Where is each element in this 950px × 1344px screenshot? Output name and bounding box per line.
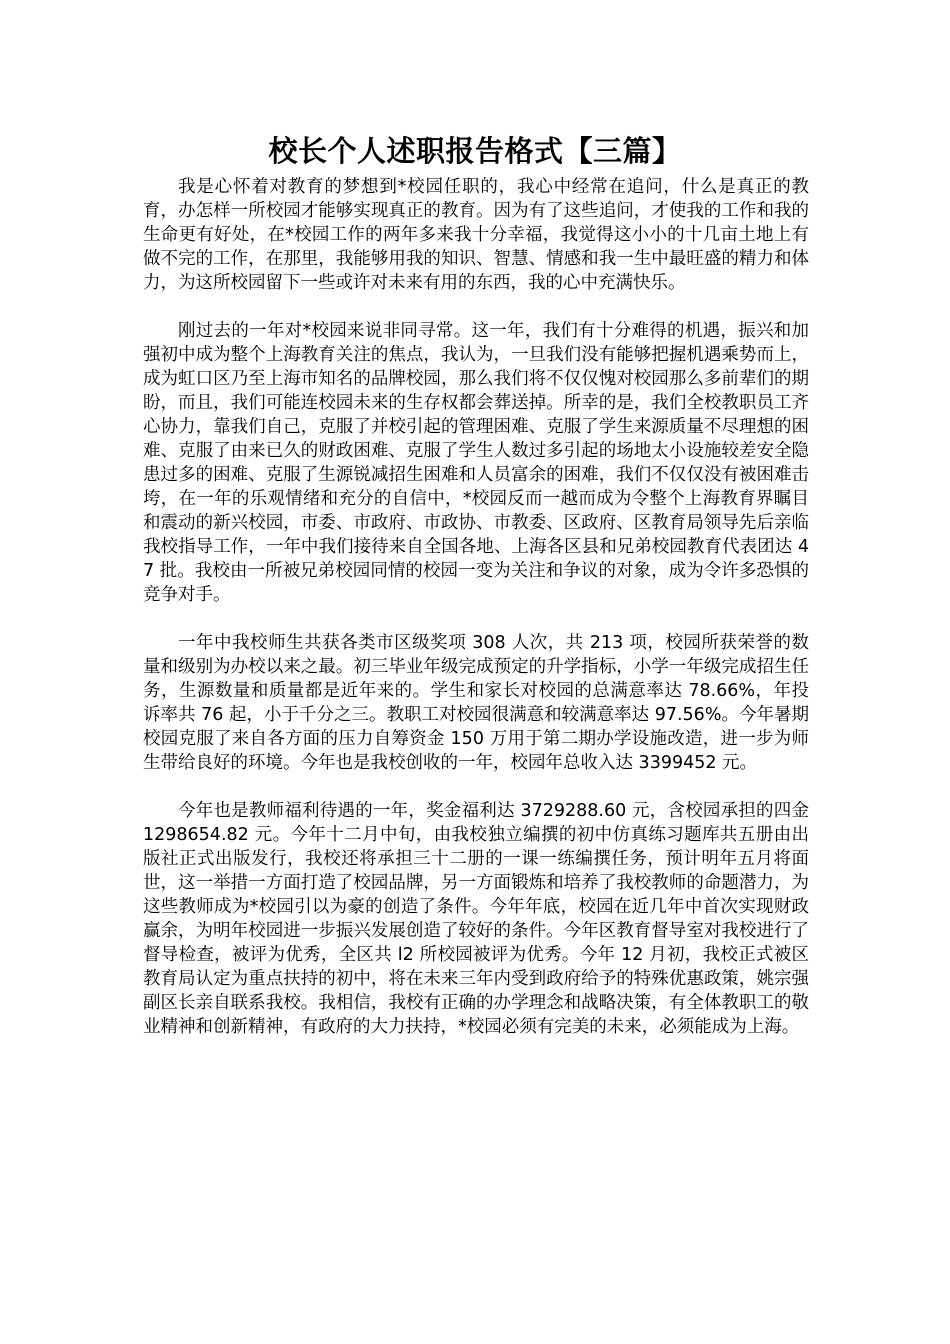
paragraph: 我是心怀着对教育的梦想到*校园任职的，我心中经常在追问，什么是真正的教育，办怎样一所校园才能够实现真正的教育。因为有了这些追问，才使我的工作和我的生命更有好处，在*校园工作的两年多来我十分幸福，我觉得这小小的十几亩土地上有做不完的工作，在那里，我能够用我的知识、智慧、情感和我一生中最旺盛的精力和体力，为这所校园留下一些或许对未来有用的东西，我的心中充满快乐。 (143, 177, 809, 293)
paragraph: 今年也是教师福利待遇的一年，奖金福利达 3729288.60 元，含校园承担的四金 1298654.82 元。今年十二月中旬，由我校独立编撰的初中仿真练习题库共五册由出版社正式出版发行，我校还将承担三十二册的一课一练编撰任务，预计明年五月将面世，这一举措一方面打造了校园品牌，另一方面锻炼和培养了我校教师的命题潜力，为这些教师成为*校园引以为豪的创造了条件。今年年底，校园在近几年中首次实现财政赢余，为明年校园进一步振兴发展创造了较好的条件。今年区教育督导室对我校进行了督导检查，被评为优秀，全区共 l2 所校园被评为优秀。今年 12 月初，我校正式被区教育局认定为重点扶持的初中，将在未来三年内受到政府给予的特殊优惠政策，姚宗强副区长亲自联系我校。我相信，我校有正确的办学理念和战略决策，有全体教职工的敬业精神和创新精神，有政府的大力扶持，*校园必须有完美的未来，必须能成为上海。 (143, 801, 809, 1037)
document-title: 校长个人述职报告格式【三篇】 (268, 134, 682, 168)
paragraph: 刚过去的一年对*校园来说非同寻常。这一年，我们有十分难得的机遇，振兴和加强初中成为整个上海教育关注的焦点，我认为，一旦我们没有能够把握机遇乘势而上，成为虹口区乃至上海市知名的品牌校园，那么我们将不仅仅愧对校园那么多前辈们的期盼，而且，我们可能连校园未来的生存权都会葬送掉。所幸的是，我们全校教职员工齐心协力，靠我们自己，克服了并校引起的管理困难、克服了学生来源质量不尽理想的困难、克服了由来已久的财政困难、克服了学生人数过多引起的场地太小设施较差安全隐患过多的困难、克服了生源锐减招生困难和人员富余的困难，我们不仅仅没有被困难击垮，在一年的乐观情绪和充分的自信中，*校园反而一越而成为令整个上海教育界瞩目和震动的新兴校园，市委、市政府、市政协、市教委、区政府、区教育局领导先后亲临我校指导工作，一年中我们接待来自全国各地、上海各区县和兄弟校园教育代表团达 47 批。我校由一所被兄弟校园同情的校园一变为关注和争议的对象，成为令许多恐惧的竞争对手。 (143, 321, 809, 605)
paragraph: 一年中我校师生共获各类市区级奖项 308 人次，共 213 项，校园所获荣誉的数量和级别为办校以来之最。初三毕业年级完成预定的升学指标，小学一年级完成招生任务，生源数量和质量都是近年来的。学生和家长对校园的总满意率达 78.66%，年投诉率共 76 起，小于千分之三。教职工对校园很满意和较满意率达 97.56%。今年暑期校园克服了来自各方面的压力自筹资金 150 万用于第二期办学设施改造，进一步为师生带给良好的环境。今年也是我校创收的一年，校园年总收入达 3399452 元。 (143, 633, 809, 773)
document-body (143, 175, 809, 1063)
